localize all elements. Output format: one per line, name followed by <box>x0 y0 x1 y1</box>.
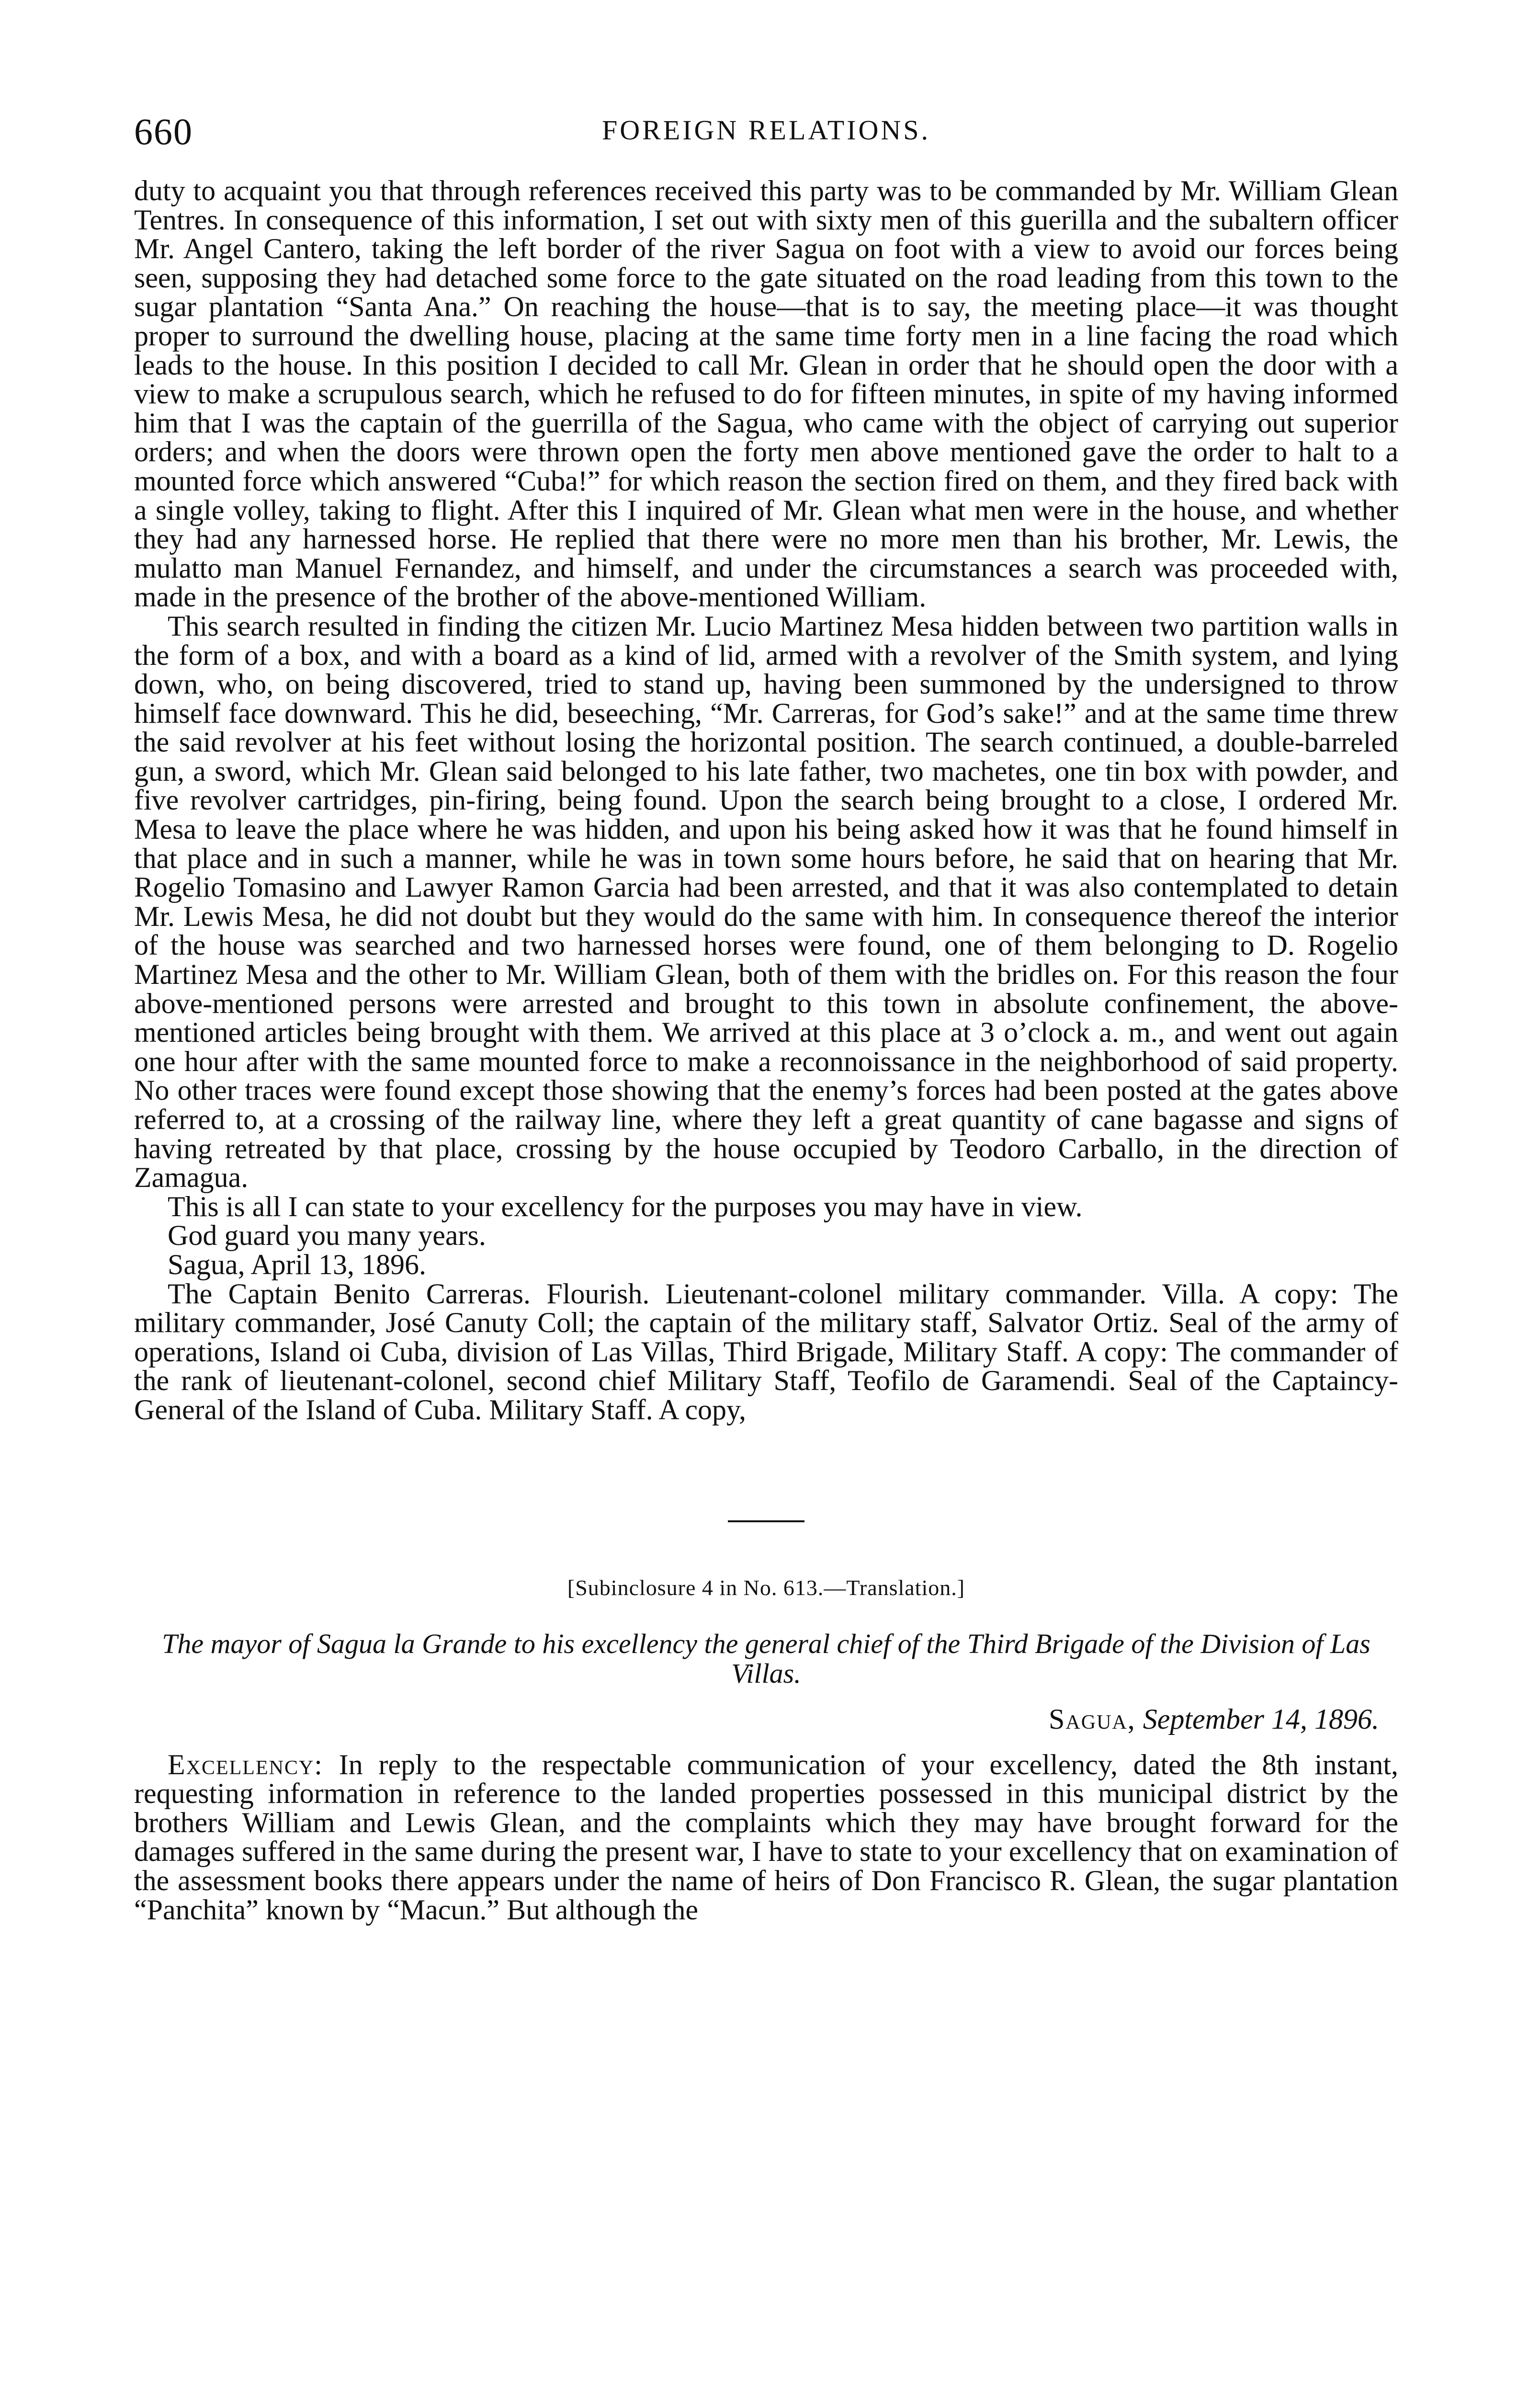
dateline <box>134 1703 1398 1736</box>
letter-body <box>134 1750 1398 1925</box>
dateline-date: September 14, 1896. <box>1143 1703 1379 1735</box>
page-number: 660 <box>134 111 193 152</box>
page-header <box>134 110 1398 163</box>
closing-line: God guard you many years. <box>168 1220 486 1252</box>
letter-text: In reply to the respectable communication of your excellency, dated the 8th instant, requesting information in reference to the landed properties possessed in this municipal district by the brothers William and Lewis Glean, and the complaints which they may have brought forward for the damages suffered in the same during the present war, I have to state to your excellency that on examination of the assessment books there appears under the name of heirs of Don Francisco R. Glean, the sugar plantation “Panchita” known by “Macun.” But although the <box>134 1748 1399 1926</box>
paragraph: duty to acquaint you that through references received this party was to be commanded by Mr. William Glean Tentres. In consequence of this information, I set out with sixty men of this guerilla and the subaltern officer Mr. Angel Cantero, taking the left border of the river Sagua on foot with a view to avoid our forces being seen, supposing they had detached some force to the gate situated on the road leading from this town to the sugar plantation “Santa Ana.” On reaching the house—that is to say, the meeting place—it was thought proper to surround the dwelling house, placing at the same time forty men in a line facing the road which leads to the house. In this position I decided to call Mr. Glean in order that he should open the door with a view to make a scrupulous search, which he refused to do for fifteen minutes, in spite of my having informed him that I was the captain of the guerrilla of the Sagua, who came with the object of carrying out superior orders; and when the doors were thrown open the forty men above mentioned gave the order to halt to a mounted force which answered “Cuba!” for which reason the section fired on them, and they fired back with a single volley, taking to flight. After this I inquired of Mr. Glean what men were in the house, and whether they had any harnessed horse. He replied that there were no more men than his brother, Mr. Lewis, the mulatto man Manuel Fernandez, and himself, and under the circumstances a search was proceeded with, made in the presence of the brother of the above-mentioned William. <box>134 175 1398 613</box>
salutation: Excellency: <box>168 1748 323 1780</box>
place-date-line: Sagua, April 13, 1896. <box>168 1248 426 1280</box>
section-divider <box>728 1520 804 1522</box>
letter-paragraph <box>134 1750 1398 1925</box>
dateline-place: Sagua, <box>1049 1703 1136 1735</box>
signature-paragraph: The Captain Benito Carreras. Flourish. Lieutenant-colonel military commander. Villa. A copy: The military commander, José Canuty Coll; the captain of the military staff, Salvator Ortiz. Seal of the army of operations, Island oi Cuba, division of Las Villas, Third Brigade, Military Staff. A copy: The commander of the rank of lieutenant-colonel, second chief Military Staff, Teofilo de Garamendi. Seal of the Captaincy-General of the Island of Cuba. Military Staff. A copy, <box>134 1277 1398 1426</box>
paragraph: This is all I can state to your excellency for the purposes you may have in view. <box>168 1190 1083 1222</box>
letter-title: The mayor of Sagua la Grande to his excellency the general chief of the Third Brigade of the Division of Las Villas. <box>162 1628 1370 1689</box>
subinclosure-label: [Subinclosure 4 in No. 613.—Translation.] <box>567 1575 965 1600</box>
main-body <box>134 176 1398 1425</box>
page-content <box>134 110 1398 1924</box>
running-head: FOREIGN RELATIONS. <box>601 114 931 146</box>
paragraph: This search resulted in finding the citizen Mr. Lucio Martinez Mesa hidden between two partition walls in the form of a box, and with a board as a kind of lid, armed with a revolver of the Smith system, and lying down, who, on being discovered, tried to stand up, having been summoned by the undersigned to throw himself face downward. This he did, beseeching, “Mr. Carreras, for God’s sake!” and at the same time threw the said revolver at his feet without losing the horizontal position. The search continued, a double-barreled gun, a sword, which Mr. Glean said belonged to his late father, two machetes, one tin box with powder, and five revolver cartridges, pin-firing, being found. Upon the search being brought to a close, I ordered Mr. Mesa to leave the place where he was hidden, and upon his being asked how it was that he found himself in that place and in such a manner, while he was in town some hours before, he said that on hearing that Mr. Rogelio Tomasino and Lawyer Ramon Garcia had been arrested, and that it was also contemplated to detain Mr. Lewis Mesa, he did not doubt but they would do the same with him. In consequence thereof the interior of the house was searched and two harnessed horses were found, one of them belonging to D. Rogelio Martinez Mesa and the other to Mr. William Glean, both of them with the bridles on. For this reason the four above-mentioned persons were arrested and brought to this town in absolute confinement, the above-mentioned articles being brought with them. We arrived at this place at 3 o’clock a. m., and went out again one hour after with the same mounted force to make a reconnoissance in the neighborhood of said property. No other traces were found except those showing that the enemy’s forces had been posted at the gates above referred to, at a crossing of the railway line, where they left a great quantity of cane bagasse and signs of having retreated by that place, crossing by the house occupied by Teodoro Carballo, in the direction of Zamagua. <box>134 610 1398 1194</box>
